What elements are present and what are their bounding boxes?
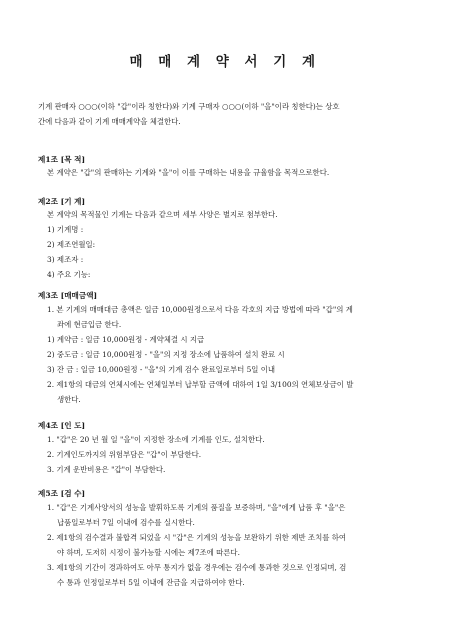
article-5-line: 2. 제1항의 검수결과 불합격 되었을 시 "갑"은 기계의 성능을 보완하기 위한 제반 조치를 하여 bbox=[47, 533, 346, 542]
intro-line: 간에 다음과 같이 기계 매매계약을 체결한다. bbox=[38, 117, 181, 126]
intro-line: 기계 판매자 ○○○(이하 "갑"이라 칭한다)와 기계 구매자 ○○○(이하 "을"이라 칭한다)는 상호 bbox=[38, 102, 340, 111]
article-2-item: 2) 제조연월일: bbox=[47, 240, 96, 249]
intro-paragraph bbox=[38, 99, 414, 129]
article-3-item: 3) 잔 금 : 일금 10,000원정 - "을"의 기계 검수 완료일로부터 5일 이내 bbox=[47, 365, 276, 374]
article-3-heading: 제3조 [매매금액] bbox=[38, 291, 98, 300]
article-3-line: 2. 제1항의 대금의 연체시에는 연체일부터 납부할 금액에 대하여 1일 3/100의 연체보상금이 발 bbox=[47, 380, 354, 389]
article-2-item: 1) 기계명 : bbox=[47, 225, 84, 234]
document-title: 매 매 계 약 서 기 계 bbox=[129, 54, 321, 70]
article-1-line: 본 계약은 "갑"의 판매하는 기계와 "을"이 이를 구매하는 내용을 규율함을 목적으로한다. bbox=[47, 168, 330, 177]
article-2-item: 3) 제조자 : bbox=[47, 255, 84, 264]
article-3-line: 1. 본 기계의 매매대금 총액은 일금 10,000원정으로서 다음 각호의 지급 방법에 따라 "갑"의 계 bbox=[47, 305, 353, 314]
article-3-item: 1) 계약금 : 일금 10,000원정 - 계약체결 시 지급 bbox=[47, 335, 205, 344]
article-4-line: 1. "갑"은 20 년 월 일 "을"이 지정한 장소에 기계를 인도, 설치한다. bbox=[47, 435, 265, 444]
article-2-heading: 제2조 [기 계] bbox=[38, 197, 86, 206]
article-1-heading: 제1조 [목 적] bbox=[38, 155, 86, 164]
article-4-line: 2. 기계인도까지의 위험부담은 "갑"이 부담한다. bbox=[47, 450, 202, 459]
article-5-line: 수 통과 인정일로부터 5일 이내에 잔금을 지급하여야 한다. bbox=[57, 578, 245, 587]
article-3-line: 생한다. bbox=[57, 395, 81, 404]
article-5-line: 1. "갑"은 기계사양서의 성능을 발휘하도록 기계의 품질을 보증하며, "을"에게 납품 후 "을"은 bbox=[47, 503, 346, 512]
article-5-heading: 제5조 [검 수] bbox=[38, 489, 86, 498]
article-5-line: 3. 제1항의 기간이 경과하여도 아무 통지가 없을 경우에는 검수에 통과한 것으로 인정되며, 검 bbox=[47, 563, 347, 572]
article-5-line: 납품일로부터 7일 이내에 검수를 실시한다. bbox=[57, 518, 195, 527]
article-4-heading: 제4조 [인 도] bbox=[38, 421, 86, 430]
article-4-line: 3. 기계 운반비용은 "갑"이 부담한다. bbox=[47, 465, 166, 474]
article-2-line: 본 계약의 목적물인 기계는 다음과 같으며 세부 사양은 별지로 첨부한다. bbox=[47, 210, 278, 219]
article-3-line: 좌에 현금입금 한다. bbox=[57, 320, 122, 329]
article-2-item: 4) 주요 기능: bbox=[47, 270, 91, 279]
article-5-line: 야 하며, 도저히 시정이 불가능할 시에는 제7조에 따른다. bbox=[57, 548, 240, 557]
article-3-item: 2) 중도금 : 일금 10,000원정 - "을"의 지정 장소에 납품하여 설치 완료 시 bbox=[47, 350, 285, 359]
